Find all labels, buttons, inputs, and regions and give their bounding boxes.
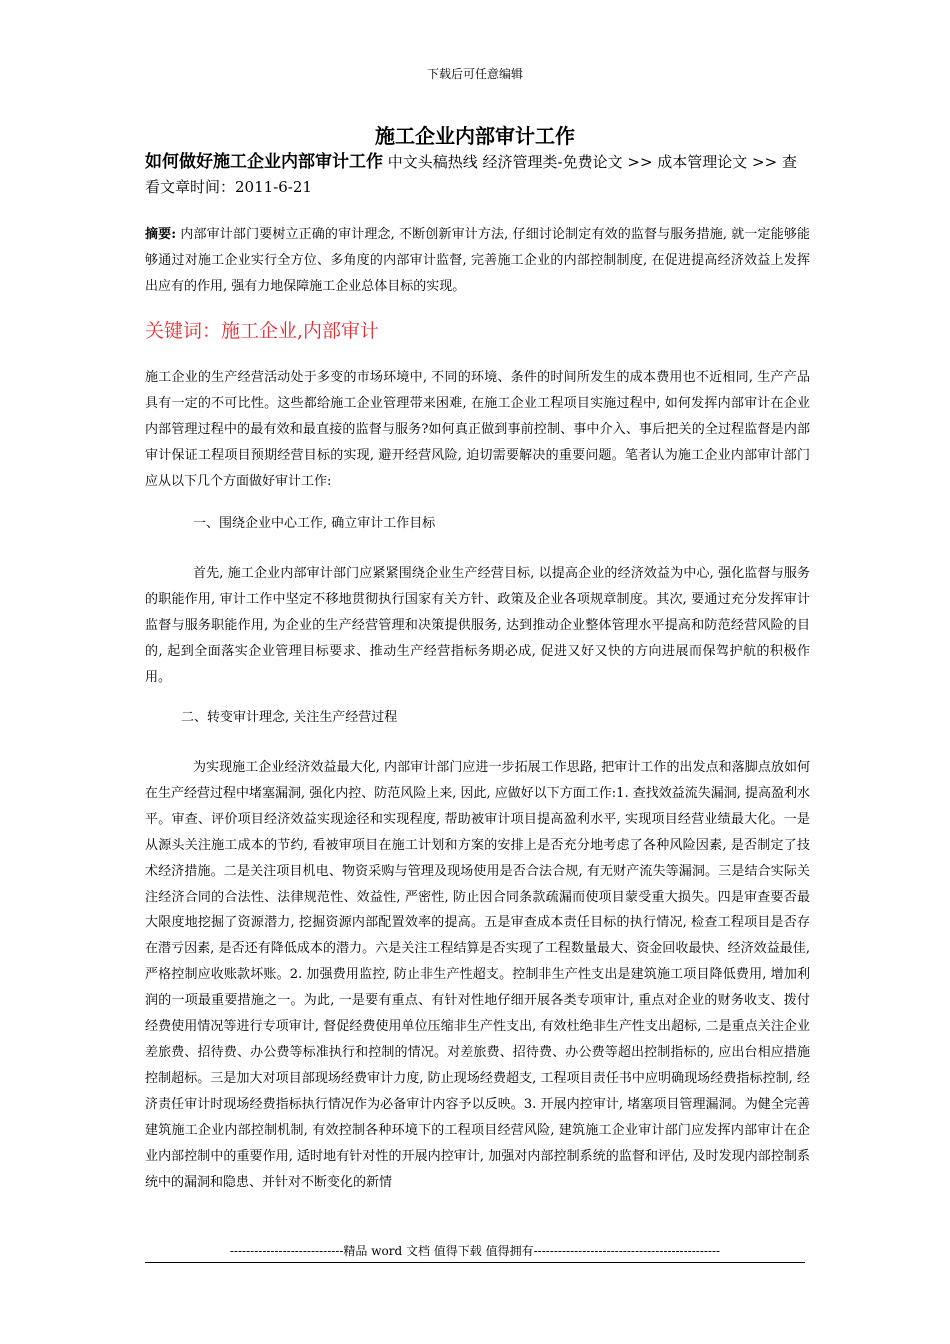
abstract-label: 摘要: (145, 227, 177, 242)
intro-paragraph: 施工企业的生产经营活动处于多变的市场环境中, 不同的环境、条件的时间所发生的成本费用也不近相同, 生产产品具有一定的不可比性。这些都给施工企业管理带来困难, 在施工企业工程项目实施过程中, 如何发挥内部审计在企业内部管理过程中的最有效和最直接的监督与服务?如何真正做到事前控制、事中介入、事后把关的全过程监督是内部审计保证工程项目预期经营目标的实现, 避开经营风险, 迫切需要解决的重要问题。笔者认为施工企业内部审计部门应从以下几个方面做好审计工作: (145, 370, 810, 489)
section-2-paragraph: 为实现施工企业经济效益最大化, 内部审计部门应进一步拓展工作思路, 把审计工作的出发点和落脚点放如何在生产经营过程中堵塞漏洞, 强化内控、防范风险上来, 因此, 应做好以下方面工作:1. 查找效益流失漏洞, 提高盈利水平。审查、评价项目经济效益实现途径和实现程度, 帮助被审计项目提高盈利水平, 实现项目经营业绩最大化。一是从源头关注施工成本的节约, 看被审项目在施工计划和方案的安排上是否充分地考虑了各种风险因素, 是否制定了技术经济措施。二是关注项目机电、物资采购与管理及现场使用是否合法合规, 有无财产流失等漏洞。三是结合实际关注经济合同的合法性、法律规范性、效益性, 严密性, 防止因合同条款疏漏而使项目蒙受重大损失。四是审查要否最大限度地挖掘了资源潜力, 挖掘资源内部配置效率的提高。五是审查成本责任目标的执行情况, 检查工程项目是否存在潜亏因素, 是否还有降低成本的潜力。六是关注工程结算是否实现了工程数量最大、资金回收最快、经济效益最佳, 严格控制应收账款坏账。2. 加强费用监控, 防止非生产性超支。控制非生产性支出是建筑施工项目降低费用, 增加利润的一项最重要措施之一。为此, 一是要有重点、有针对性地仔细开展各类专项审计, 重点对企业的财务收支、拨付经费使用情况等进行专项审计, 督促经费使用单位压缩非生产性支出, 有效杜绝非生产性支出超标, 二是重点关注企业差旅费、招待费、办公费等标准执行和控制的情况。对差旅费、招待费、办公费等超出控制指标的, 应出台相应措施控制超标。三是加大对项目部现场经费审计力度, 防止现场经费超支, 工程项目责任书中应明确现场经费指标控制, 经济责任审计时现场经费指标执行情况作为必备审计内容予以反映。3. 开展内控审计, 堵塞项目管理漏洞。为健全完善建筑施工企业内部控制机制, 有效控制各种环境下的工程项目经营风险, 建筑施工企业审计部门应发挥内部审计在企业内部控制中的重要作用, 适时地有针对性的开展内控审计, 加强对内部控制系统的监督和评估, 及时发现内部控制系统中的漏洞和隐患、并针对不断变化的新情 (145, 760, 810, 1190)
abstract-text: 内部审计部门要树立正确的审计理念, 不断创新审计方法, 仔细讨论制定有效的监督与服务措施, 就一定能够能够通过对施工企业实行全方位、多角度的内部审计监督, 完善施工企业的内部控制制度, 在促进提高经济效益上发挥出应有的作用, 强有力地保障施工企业总体目标的实现。 (145, 227, 810, 294)
section-1-paragraph: 首先, 施工企业内部审计部门应紧紧围绕企业生产经营目标, 以提高企业的经济效益为中心, 强化监督与服务的职能作用, 审计工作中坚定不移地贯彻执行国家有关方针、政策及企业各项规章制度。其次, 要通过充分发挥审计监督与服务职能作用, 为企业的生产经营管理和决策提供服务, 达到推动企业整体管理水平提高和防范经营风险的目的, 起到全面落实企业管理目标要求、推动生产经营指标务期必成, 促进又好又快的方向进展而保驾护航的积极作用。 (145, 566, 810, 685)
keywords: 关键词：施工企业,内部审计 (145, 320, 380, 342)
section-1-heading: 一、围绕企业中心工作, 确立审计工作目标 (193, 516, 436, 531)
header-note: 下载后可任意编辑 (426, 67, 523, 81)
subtitle-meta: 中文头稿热线 经济管理类-免费论文 >> 成本管理论文 >> 查看文章时间：2011-6-21 (145, 153, 797, 196)
section-2-heading: 二、转变审计理念, 关注生产经营过程 (181, 710, 398, 725)
subtitle-block (145, 150, 810, 200)
abstract (145, 222, 810, 300)
footer-text: ----------------------------精品 word 文档 值得下载 值得拥有---------------------------------------------- (229, 1244, 721, 1258)
subtitle-bold: 如何做好施工企业内部审计工作 (145, 152, 383, 172)
footer-divider (145, 1262, 805, 1263)
document-title: 施工企业内部审计工作 (375, 124, 575, 148)
